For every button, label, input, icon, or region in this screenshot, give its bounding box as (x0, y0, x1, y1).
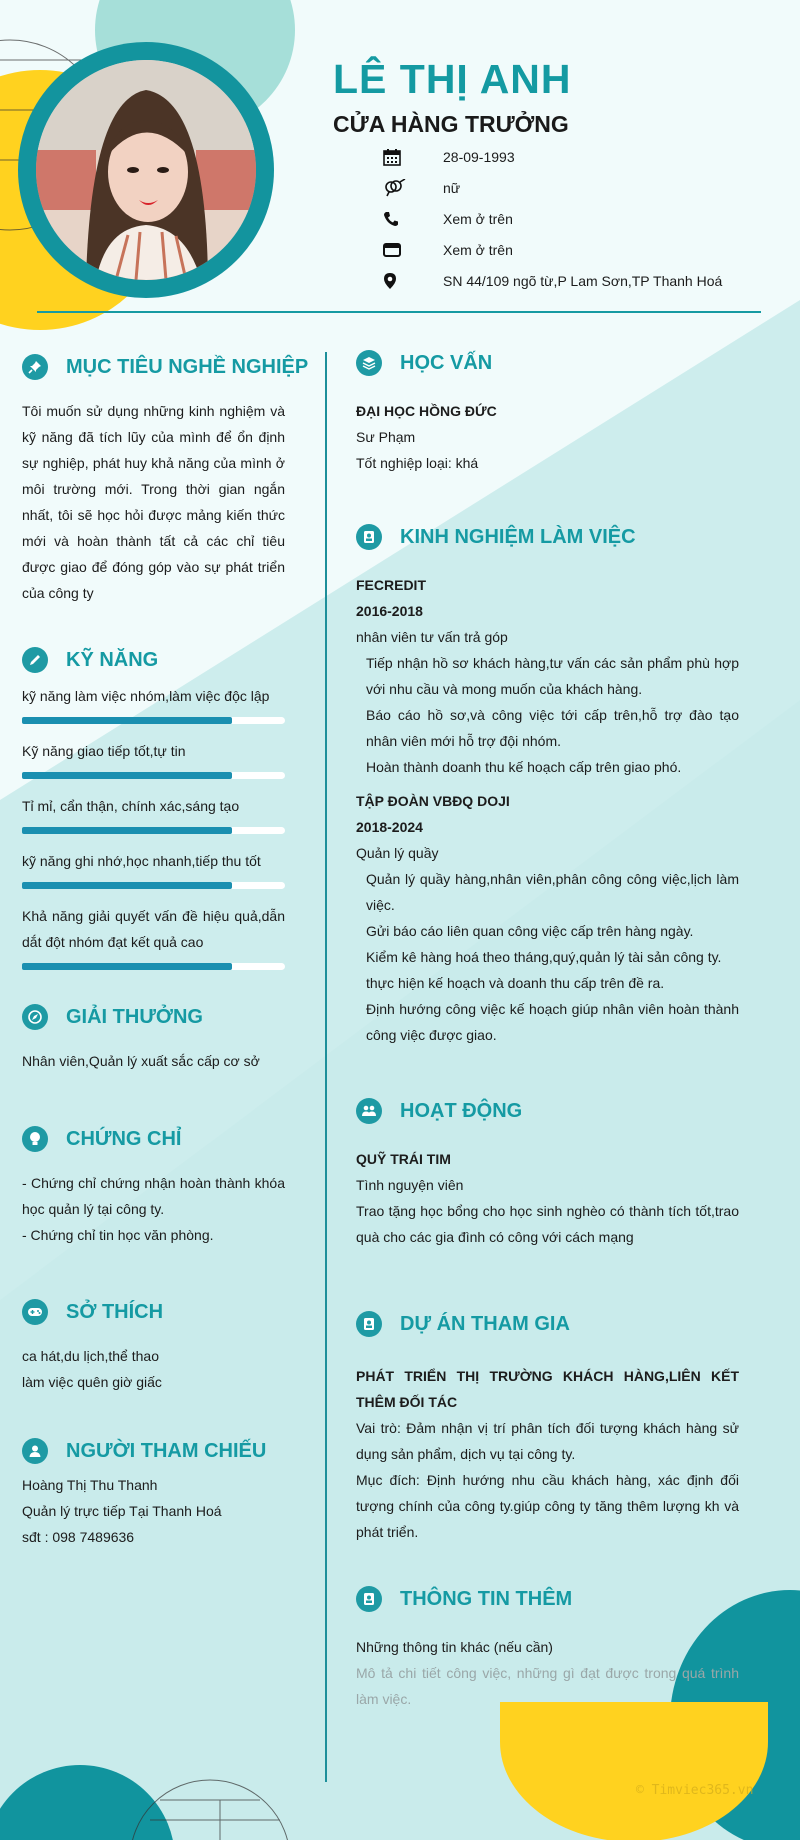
activities-title: HOẠT ĐỘNG (400, 1099, 523, 1122)
objective-title: MỤC TIÊU NGHỀ NGHIỆP (66, 355, 309, 378)
projects-section (356, 1307, 739, 1545)
job-company: TẬP ĐOÀN VBĐQ DOJI (356, 793, 510, 809)
objective-section (22, 350, 309, 606)
info-card-icon (356, 1586, 382, 1612)
contact-email: Xem ở trên (383, 234, 722, 265)
experience-section (356, 520, 739, 1048)
map-pin-icon (383, 270, 413, 292)
avatar (36, 60, 256, 280)
certificates-section (22, 1122, 285, 1248)
contact-address: SN 44/109 ngõ từ,P Lam Sơn,TP Thanh Hoá (383, 265, 722, 296)
candidate-position: CỬA HÀNG TRƯỞNG (333, 111, 569, 137)
skill-bar-fill (22, 882, 232, 889)
gender-icon (383, 177, 413, 199)
skills-title: KỸ NĂNG (66, 648, 159, 671)
skill-item: Kỹ năng giao tiếp tốt,tự tin (22, 738, 285, 779)
hobby-item: làm việc quên giờ giấc (22, 1374, 162, 1390)
briefcase-icon (356, 524, 382, 550)
skill-bar-fill (22, 963, 232, 970)
awards-section (22, 1000, 285, 1074)
skill-bar (22, 882, 285, 889)
activity-text: Trao tặng học bổng cho học sinh nghèo có thành tích tốt,trao quà cho các gia đình có công với cách mạng (356, 1203, 739, 1245)
certificates-title: CHỨNG CHỈ (66, 1127, 182, 1150)
skill-item: Khả năng giải quyết vấn đề hiệu quả,dẫn dắt đột nhóm đạt kết quả cao (22, 903, 285, 970)
layers-icon (356, 350, 382, 376)
additional-section (356, 1582, 739, 1712)
reference-line: Quản lý trực tiếp Tại Thanh Hoá (22, 1503, 222, 1519)
education-section (356, 346, 739, 476)
job-task: Tiếp nhận hồ sơ khách hàng,tư vấn các sản phẩm phù hợp với nhu cầu và mong muốn của khách hàng. (366, 655, 739, 697)
education-grade: Tốt nghiệp loại: khá (356, 455, 479, 471)
education-major: Sư Phạm (356, 429, 416, 445)
additional-text: Những thông tin khác (nếu cần) (356, 1639, 553, 1655)
job-entry (356, 788, 739, 1048)
job-role: Quản lý quầy (356, 845, 439, 861)
skill-bar (22, 717, 285, 724)
candidate-name: LÊ THỊ ANH (333, 56, 572, 102)
skill-bar-fill (22, 772, 232, 779)
project-role: Vai trò: Đảm nhận vị trí phân tích đối tượng khách hàng sử dụng sản phẩm, dịch vụ tại công ty. (356, 1420, 739, 1462)
hobby-item: ca hát,du lịch,thể thao (22, 1348, 159, 1364)
education-title: HỌC VẤN (400, 351, 493, 374)
lightbulb-icon (22, 1126, 48, 1152)
contact-birthday: 28-09-1993 (383, 141, 722, 172)
certificate-item: - Chứng chỉ chứng nhận hoàn thành khóa học quản lý tại công ty. (22, 1175, 285, 1217)
awards-title: GIẢI THƯỞNG (66, 1005, 203, 1028)
reference-line: sđt : 098 7489636 (22, 1529, 135, 1545)
job-task: thực hiện kế hoạch và doanh thu cấp trên đề ra. (366, 975, 665, 991)
hobbies-section (22, 1295, 285, 1395)
hobbies-title: SỞ THÍCH (66, 1300, 164, 1323)
reference-line: Hoàng Thị Thu Thanh (22, 1477, 158, 1493)
pencil-icon (22, 647, 48, 673)
skill-item: kỹ năng ghi nhớ,học nhanh,tiếp thu tốt (22, 848, 285, 889)
activities-section (356, 1094, 739, 1250)
skill-bar (22, 772, 285, 779)
references-section (22, 1434, 285, 1550)
additional-hint: Mô tả chi tiết công việc, những gì đạt được trong quá trình làm việc. (356, 1665, 739, 1707)
skill-bar (22, 827, 285, 834)
award-icon (22, 1004, 48, 1030)
phone-icon (383, 208, 413, 230)
job-task: Hoàn thành doanh thu kế hoạch cấp trên giao phó. (366, 759, 682, 775)
job-company: FECREDIT (356, 577, 426, 593)
job-task: Định hướng công việc kế hoạch giúp nhân viên hoàn thành công việc được giao. (366, 1001, 739, 1043)
education-school: ĐẠI HỌC HỒNG ĐỨC (356, 403, 497, 419)
badge-icon (356, 1311, 382, 1337)
contact-gender: nữ (383, 172, 722, 203)
job-period: 2018-2024 (356, 819, 423, 835)
job-period: 2016-2018 (356, 603, 423, 619)
header-divider (37, 311, 761, 313)
skill-bar (22, 963, 285, 970)
pin-icon (22, 354, 48, 380)
certificate-item: - Chứng chỉ tin học văn phòng. (22, 1227, 214, 1243)
job-entry (356, 572, 739, 780)
experience-title: KINH NGHIỆM LÀM VIỆC (400, 525, 636, 548)
additional-title: THÔNG TIN THÊM (400, 1587, 573, 1610)
skill-bar-fill (22, 827, 232, 834)
job-task: Kiểm kê hàng hoá theo tháng,quý,quản lý tài sản công ty. (366, 949, 722, 965)
awards-text: Nhân viên,Quản lý xuất sắc cấp cơ sở (22, 1053, 260, 1069)
skills-section (22, 643, 285, 984)
job-role: nhân viên tư vấn trả góp (356, 629, 508, 645)
contact-phone: Xem ở trên (383, 203, 722, 234)
users-icon (356, 1098, 382, 1124)
watermark: © Timviec365.vn (636, 1783, 754, 1798)
objective-text: Tôi muốn sử dụng những kinh nghiệm và kỹ năng đã tích lũy của mình để ổn định sự nghiệp, phát huy khả năng của mình ở môi trường mới. Trong thời gian ngắn nhất, tôi sẽ học hỏi được mảng kiến thức mới và hoàn thành tất cả các chỉ tiêu được giao để đóng góp vào sự phát triển của công ty (22, 403, 285, 601)
job-task: Quản lý quầy hàng,nhân viên,phân công công việc,lịch làm việc. (366, 871, 739, 913)
activity-org: QUỸ TRÁI TIM (356, 1151, 451, 1167)
contact-list (383, 141, 722, 296)
project-goal: Mục đích: Định hướng nhu cầu khách hàng, xác định đối tượng chính của công ty.giúp công ty tăng thêm lượng kh và phát triển. (356, 1472, 739, 1540)
activity-role: Tình nguyện viên (356, 1177, 464, 1193)
references-title: NGƯỜI THAM CHIẾU (66, 1439, 267, 1462)
skill-item: kỹ năng làm việc nhóm,làm việc độc lập (22, 683, 285, 724)
envelope-icon (383, 239, 413, 261)
job-task: Gửi báo cáo liên quan công việc cấp trên hàng ngày. (366, 923, 694, 939)
skill-item: Tỉ mỉ, cẩn thận, chính xác,sáng tạo (22, 793, 285, 834)
projects-title: DỰ ÁN THAM GIA (400, 1312, 570, 1335)
column-divider (325, 352, 327, 1782)
job-task: Báo cáo hồ sơ,và công việc tới cấp trên,hỗ trợ đào tạo nhân viên mới hỗ trợ đội nhóm. (366, 707, 739, 749)
calendar-icon (383, 146, 413, 168)
skill-bar-fill (22, 717, 232, 724)
gamepad-icon (22, 1299, 48, 1325)
project-name: PHÁT TRIỂN THỊ TRƯỜNG KHÁCH HÀNG,LIÊN KẾT THÊM ĐỐI TÁC (356, 1368, 739, 1410)
skills-list (22, 683, 285, 970)
user-icon (22, 1438, 48, 1464)
